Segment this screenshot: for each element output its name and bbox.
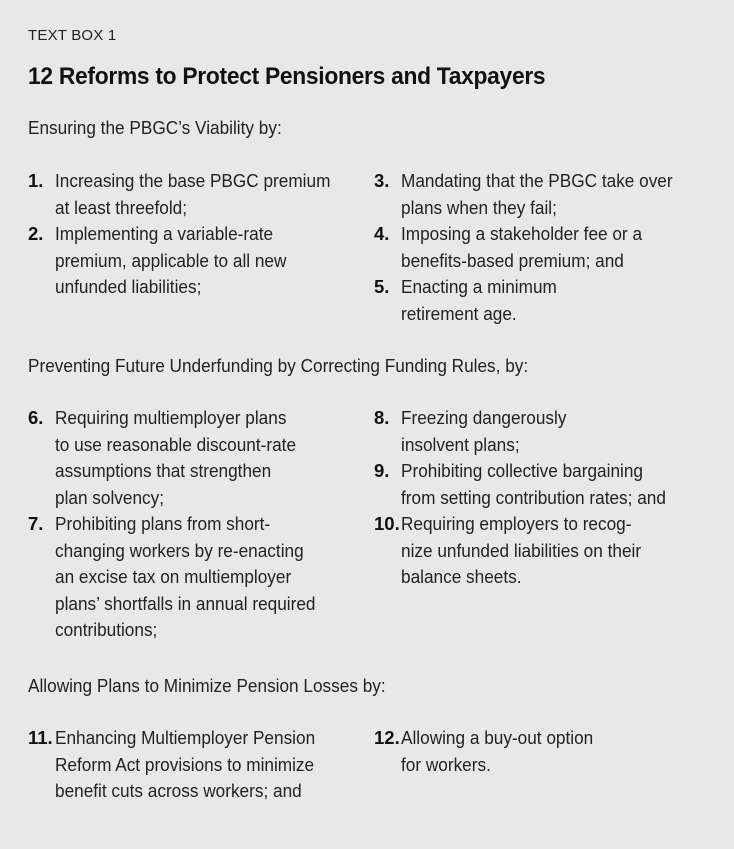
section-heading-pension-losses: Allowing Plans to Minimize Pension Losses by: [28,675,386,696]
item-number: 12. [374,727,400,748]
item-text: Mandating that the PBGC take over plans when they fail; [401,170,673,218]
list-item [374,511,729,591]
item-number: 8. [374,407,390,428]
item-number: 2. [28,223,44,244]
section-heading-funding-rules: Preventing Future Underfunding by Correcting Funding Rules, by: [28,355,529,376]
item-number: 11. [28,727,53,748]
item-text: Enhancing Multiemployer Pension Reform Act provisions to minimize benefit cuts across workers; and [55,727,316,801]
list-item [28,725,368,805]
section-1-left-column [28,168,368,301]
list-item [374,458,729,511]
item-number: 4. [374,223,390,244]
item-number: 6. [28,407,44,428]
item-number: 7. [28,513,44,534]
item-text: Freezing dangerously insolvent plans; [401,407,567,455]
item-text: Prohibiting collective bargaining from setting contribution rates; and [401,460,666,508]
item-number: 10. [374,513,400,534]
page-title: 12 Reforms to Protect Pensioners and Taxpayers [28,63,546,90]
list-item [374,274,729,327]
item-number: 5. [374,276,390,297]
item-text: Allowing a buy-out option for workers. [401,727,594,775]
item-text: Requiring employers to recog- nize unfunded liabilities on their balance sheets. [401,513,642,587]
list-item [28,511,368,644]
item-text: Implementing a variable-rate premium, applicable to all new unfunded liabilities; [55,223,287,297]
section-2-left-column [28,405,368,644]
list-item [374,168,729,221]
list-item [374,405,729,458]
list-item [374,221,729,274]
item-number: 9. [374,460,390,481]
section-1-right-column [374,168,729,327]
section-3-right-column [374,725,729,778]
item-number: 1. [28,170,44,191]
section-2-right-column [374,405,729,591]
item-text: Increasing the base PBGC premium at least threefold; [55,170,331,218]
list-item [28,168,368,221]
item-number: 3. [374,170,390,191]
list-item [374,725,729,778]
item-text: Prohibiting plans from short- changing workers by re-enacting an excise tax on multiemployer plans’ shortfalls in annual required contributions; [55,513,316,640]
item-text: Imposing a stakeholder fee or a benefits-based premium; and [401,223,643,271]
item-text: Enacting a minimum retirement age. [401,276,557,324]
list-item [28,221,368,301]
list-item [28,405,368,511]
section-3-left-column [28,725,368,805]
item-text: Requiring multiemployer plans to use reasonable discount-rate assumptions that strengthen plan solvency; [55,407,297,508]
section-heading-viability: Ensuring the PBGC’s Viability by: [28,117,282,138]
box-label: TEXT BOX 1 [28,27,117,44]
